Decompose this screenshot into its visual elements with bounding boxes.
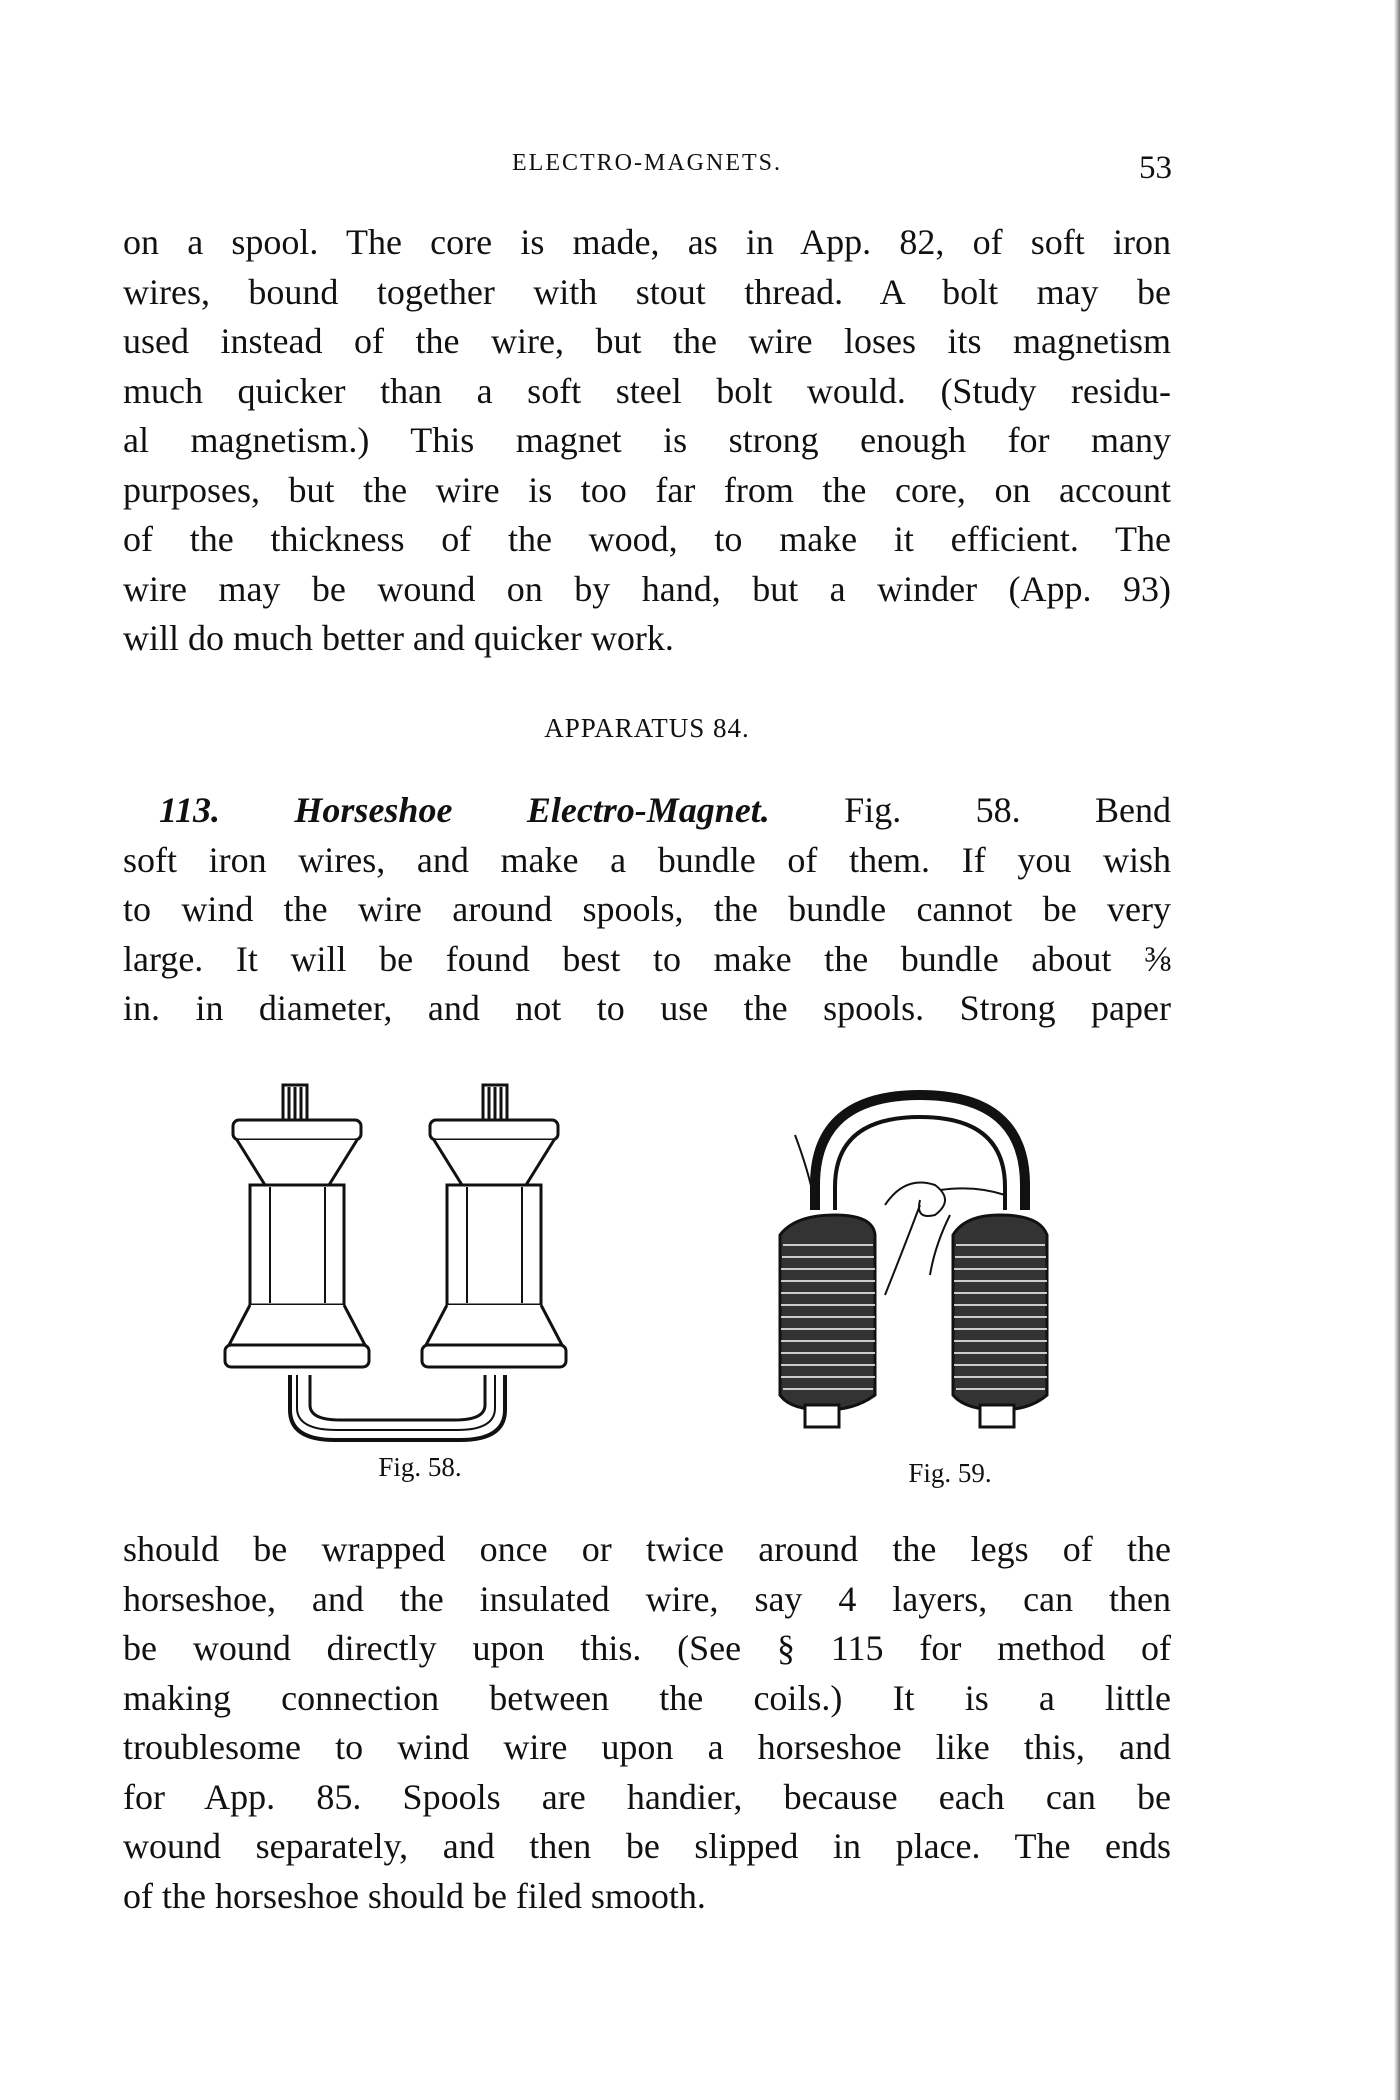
text-line: soft iron wires, and make a bundle of them. If you wish: [123, 839, 1171, 880]
section-number: 113.: [159, 790, 221, 830]
text-line: al magnetism.) This magnet is strong enough for many: [123, 420, 1171, 460]
fig58-caption: Fig. 58.: [378, 1452, 462, 1482]
text-line: wire may be wound on by hand, but a winder (App. 93): [123, 568, 1171, 609]
fig58-illustration: [215, 1075, 595, 1445]
text-line: in. in diameter, and not to use the spools. Strong paper: [123, 988, 1171, 1028]
text-line: much quicker than a soft steel bolt would. (Study residu-: [123, 370, 1171, 411]
text-line: making connection between the coils.) It is a little: [123, 1677, 1171, 1718]
text-line: troublesome to wind wire upon a horseshoe like this, and: [123, 1727, 1171, 1767]
fig59-caption: Fig. 59.: [908, 1458, 992, 1488]
text-line: used instead of the wire, but the wire loses its magnetism: [123, 321, 1171, 361]
paragraph-spool-magnet: [123, 218, 1171, 664]
section-title: Horseshoe Electro-Magnet.: [294, 790, 770, 830]
text-line: should be wrapped once or twice around the legs of the: [123, 1529, 1171, 1569]
text-line: be wound directly upon this. (See § 115 for method of: [123, 1628, 1171, 1668]
text-line: for App. 85. Spools are handier, because each can be: [123, 1776, 1171, 1817]
paragraph-winding: [123, 1525, 1171, 1921]
text-line: of the thickness of the wood, to make it efficient. The: [123, 519, 1171, 559]
fig59-illustration: [755, 1075, 1075, 1445]
page-edge-shadow: [1394, 0, 1400, 2100]
text-line: purposes, but the wire is too far from the core, on account: [123, 469, 1171, 510]
text-line: wires, bound together with stout thread. A bolt may be: [123, 271, 1171, 312]
page-number: 53: [1139, 150, 1172, 186]
text-line: large. It will be found best to make the bundle about ⅜: [123, 938, 1171, 979]
running-head: ELECTRO-MAGNETS.: [512, 150, 782, 176]
section-heading: APPARATUS 84.: [544, 713, 750, 743]
text-run: Fig. 58. Bend: [769, 790, 1172, 830]
text-line: horseshoe, and the insulated wire, say 4 layers, can then: [123, 1578, 1171, 1619]
text-line: of the horseshoe should be filed smooth.: [123, 1875, 706, 1916]
section-title-line: [123, 786, 1171, 836]
paragraph-horseshoe: [123, 786, 1171, 1034]
text-line: to wind the wire around spools, the bundle cannot be very: [123, 889, 1171, 929]
text-line: wound separately, and then be slipped in place. The ends: [123, 1826, 1171, 1866]
text-line: on a spool. The core is made, as in App. 82, of soft iron: [123, 222, 1171, 262]
text-line: will do much better and quicker work.: [123, 618, 674, 658]
